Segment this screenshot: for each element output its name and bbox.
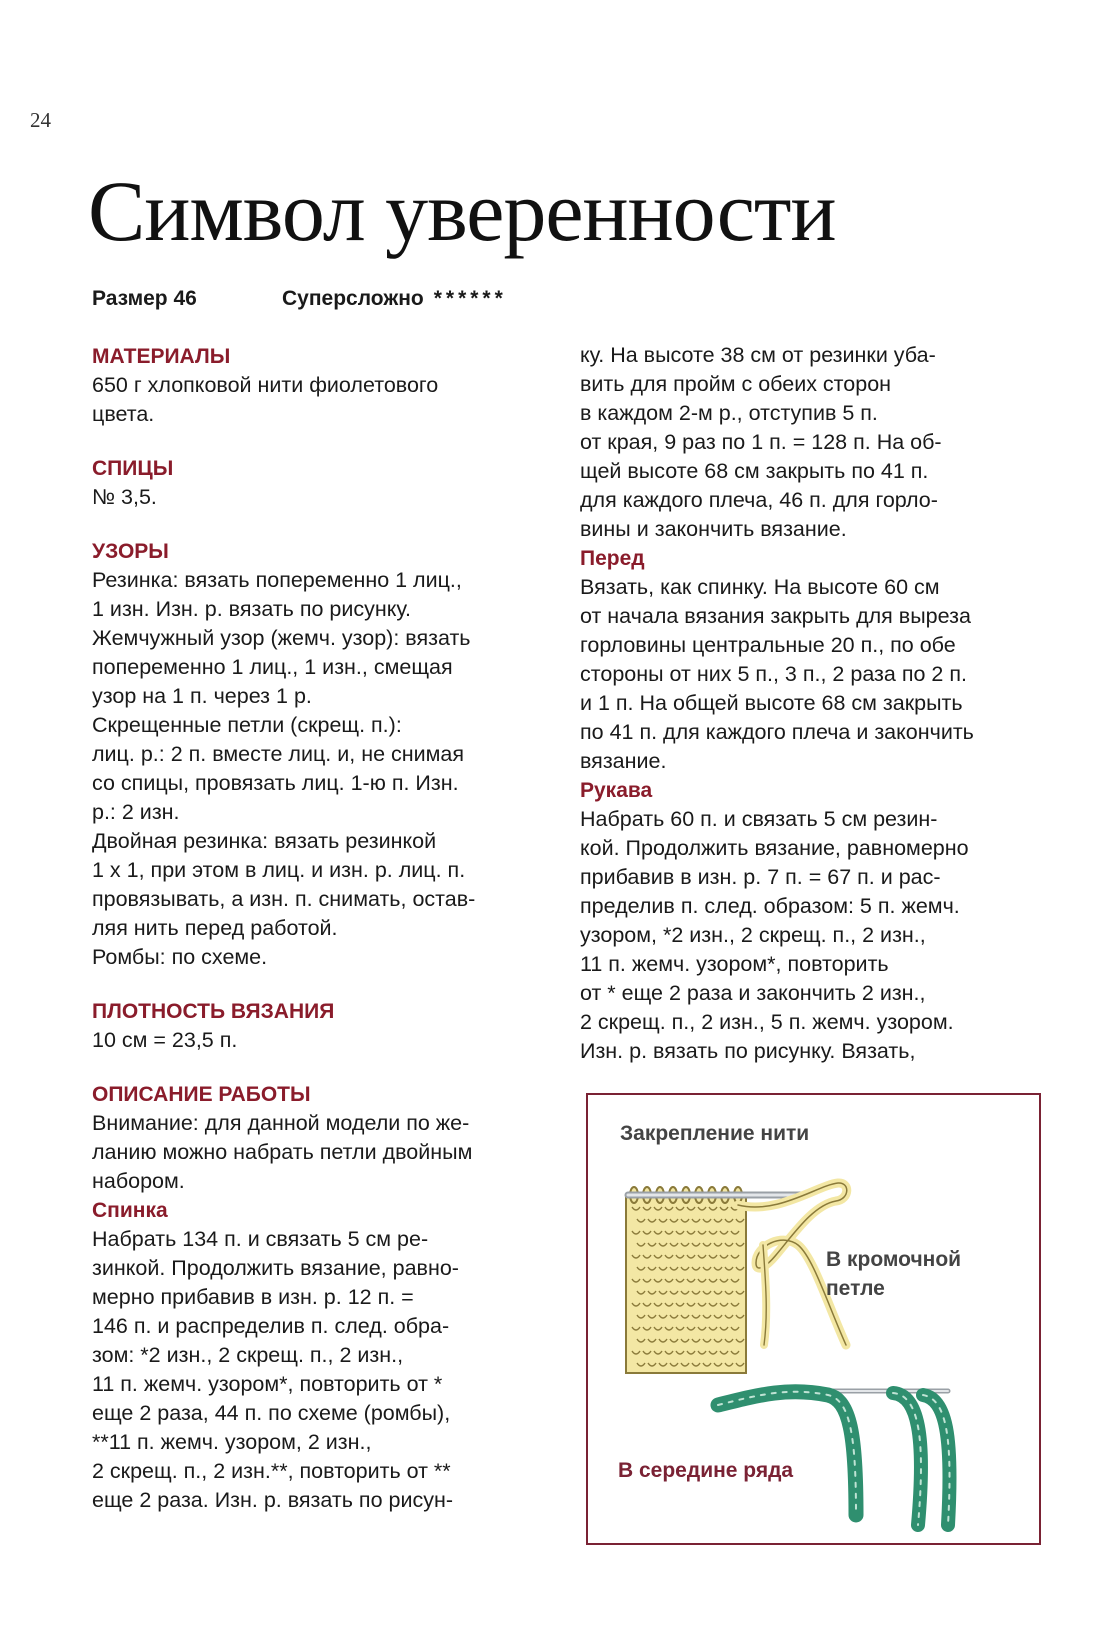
front-line: горловины центральные 20 п., по обе [580,633,956,657]
right-column [580,341,1050,1066]
sleeves-subheading: Рукава [580,779,653,802]
back-line: Набрать 134 п. и связать 5 см ре- [92,1227,429,1251]
description-line: набором. [92,1169,185,1193]
back-cont-line: от края, 9 раз по 1 п. = 128 п. На об- [580,430,942,454]
sleeves-line: 2 скрещ. п., 2 изн., 5 п. жемч. узором. [580,1010,954,1034]
front-line: вязание. [580,749,667,773]
front-line: по 41 п. для каждого плеча и закончить [580,720,974,744]
back-line: 11 п. жемч. узором*, повторить от * [92,1372,443,1396]
front-line: Вязать, как спинку. На высоте 60 см [580,575,940,599]
back-cont-line: в каждом 2-м р., отступив 5 п. [580,401,878,425]
difficulty-text: Суперсложно [282,287,424,310]
sleeves-line: кой. Продолжить вязание, равномерно [580,836,969,860]
back-cont-line: щей высоте 68 см закрыть по 41 п. [580,459,929,483]
description-heading: ОПИСАНИЕ РАБОТЫ [92,1083,311,1106]
patterns-line: р.: 2 изн. [92,800,180,824]
edge-loop-label-line: В кромочной [826,1248,962,1271]
patterns-line: ляя нить перед работой. [92,916,338,940]
edge-loop-label [826,1245,961,1303]
back-subheading: Спинка [92,1199,168,1222]
sleeves-line: пределив п. след. образом: 5 п. жемч. [580,894,960,918]
sleeves-line: Набрать 60 п. и связать 5 см резин- [580,807,938,831]
patterns-line: провязывать, а изн. п. снимать, остав- [92,887,476,911]
materials-line: цвета. [92,402,155,426]
difficulty-label [282,287,507,311]
patterns-line: Скрещенные петли (скрещ. п.): [92,713,402,737]
needles-heading: СПИЦЫ [92,457,174,480]
back-line: мерно прибавив в изн. р. 12 п. = [92,1285,414,1309]
patterns-line: Ромбы: по схеме. [92,945,268,969]
sleeves-line: 11 п. жемч. узором*, повторить [580,952,889,976]
patterns-heading: УЗОРЫ [92,540,169,563]
left-column [92,342,562,1515]
difficulty-stars: ****** [433,287,507,310]
page-title: Символ уверенности [88,163,836,259]
knit-swatch-illustration [626,1183,847,1373]
front-subheading: Перед [580,547,645,570]
patterns-line: 1 х 1, при этом в лиц. и изн. р. лиц. п. [92,858,466,882]
middle-row-label: В середине ряда [618,1459,794,1482]
back-cont-line: вины и закончить вязание. [580,517,847,541]
materials-line: 650 г хлопковой нити фиолетового [92,373,439,397]
yarn-joining-figure [586,1093,1041,1545]
description-line: Внимание: для данной модели по же- [92,1111,470,1135]
sleeves-line: узором, *2 изн., 2 скрещ. п., 2 изн., [580,923,926,947]
gauge-line: 10 см = 23,5 п. [92,1028,238,1052]
patterns-line: Жемчужный узор (жемч. узор): вязать [92,626,471,650]
patterns-line: лиц. р.: 2 п. вместе лиц. и, не снимая [92,742,465,766]
size-label: Размер 46 [92,287,197,310]
edge-loop-label-line: петле [826,1277,885,1300]
back-line: зинкой. Продолжить вязание, равно- [92,1256,459,1280]
page-number: 24 [30,108,51,132]
patterns-line: попеременно 1 лиц., 1 изн., смещая [92,655,453,679]
middle-row-illustration [718,1391,950,1525]
figure-title: Закрепление нити [620,1122,810,1145]
sleeves-line: прибавив в изн. р. 7 п. = 67 п. и рас- [580,865,941,889]
sleeves-line: Изн. р. вязать по рисунку. Вязать, [580,1039,916,1063]
back-cont-line: для каждого плеча, 46 п. для горло- [580,488,938,512]
materials-heading: МАТЕРИАЛЫ [92,345,231,368]
patterns-line: 1 изн. Изн. р. вязать по рисунку. [92,597,411,621]
sleeves-line: от * еще 2 раза и закончить 2 изн., [580,981,926,1005]
patterns-line: узор на 1 п. через 1 р. [92,684,312,708]
needles-line: № 3,5. [92,485,157,509]
front-line: стороны от них 5 п., 3 п., 2 раза по 2 п. [580,662,967,686]
back-line: зом: *2 изн., 2 скрещ. п., 2 изн., [92,1343,404,1367]
gauge-heading: ПЛОТНОСТЬ ВЯЗАНИЯ [92,1000,335,1023]
front-line: от начала вязания закрыть для выреза [580,604,971,628]
patterns-line: Резинка: вязать попеременно 1 лиц., [92,568,462,592]
back-line: 146 п. и распределив п. след. обра- [92,1314,450,1338]
patterns-line: со спицы, провязать лиц. 1-ю п. Изн. [92,771,459,795]
back-line: 2 скрещ. п., 2 изн.**, повторить от ** [92,1459,451,1483]
back-cont-line: вить для пройм с обеих сторон [580,372,892,396]
pattern-meta [92,287,507,311]
back-line: еще 2 раза, 44 п. по схеме (ромбы), [92,1401,451,1425]
back-cont-line: ку. На высоте 38 см от резинки уба- [580,343,936,367]
patterns-line: Двойная резинка: вязать резинкой [92,829,437,853]
back-line: еще 2 раза. Изн. р. вязать по рисун- [92,1488,453,1512]
description-line: ланию можно набрать петли двойным [92,1140,473,1164]
back-line: **11 п. жемч. узором, 2 изн., [92,1430,372,1454]
front-line: и 1 п. На общей высоте 68 см закрыть [580,691,963,715]
